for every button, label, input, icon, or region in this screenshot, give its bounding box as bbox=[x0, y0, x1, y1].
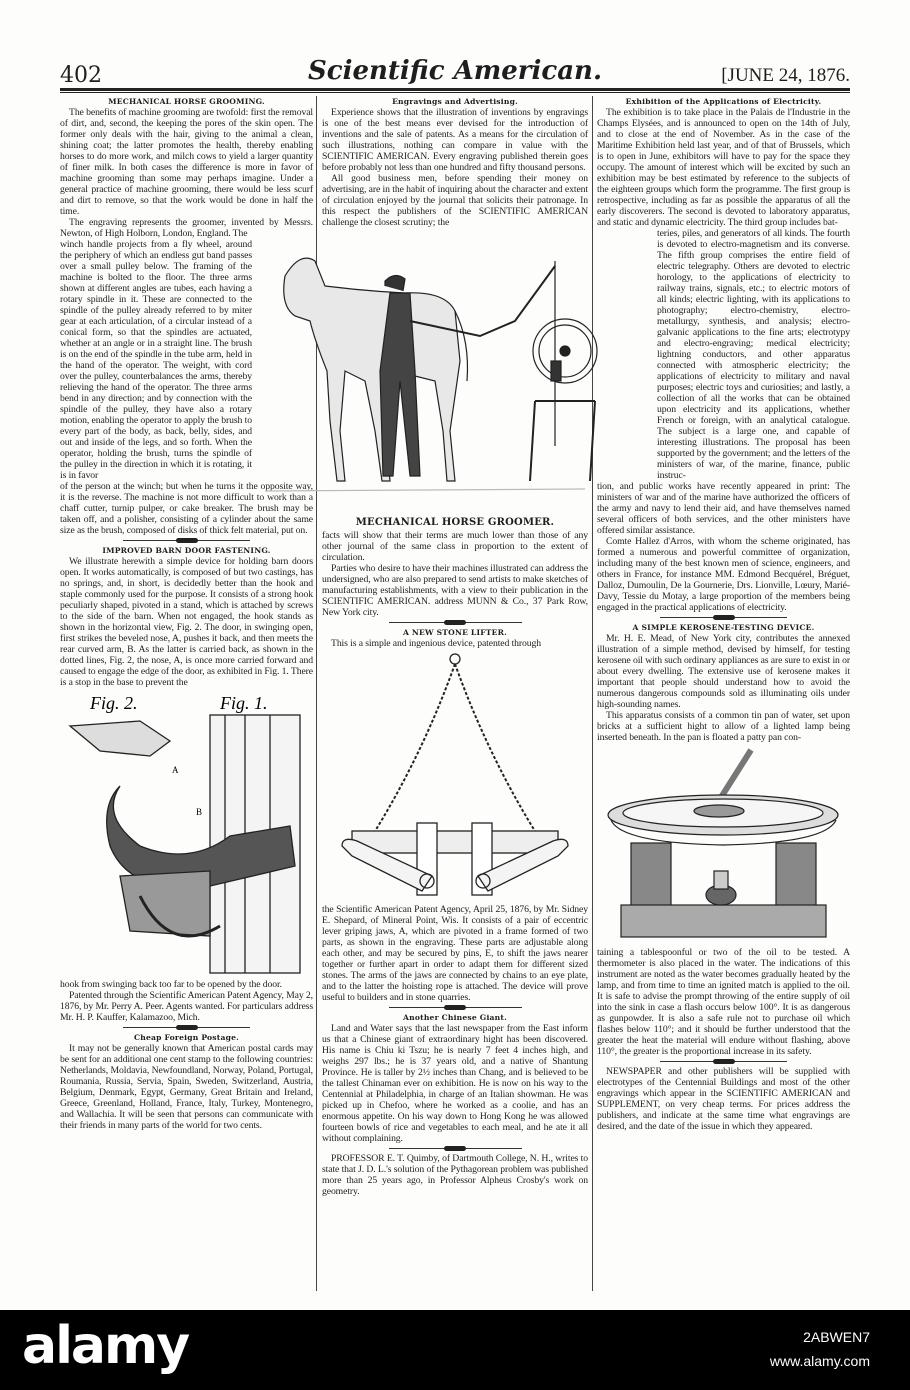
engravings-paragraph-2: All good business men, before spending their money on advertising, are in the habit of inquiring about the character and extent of circulation enjoyed by the journal that solicits their patronage. In this respect the publishers of the SCIENTIFIC AMERICAN challenge the closest scrutiny; the bbox=[322, 173, 588, 228]
barn-paragraph-1: We illustrate herewith a simple device for holding barn doors open. It works automatically, is composed of but two castings, has no springs, and, in short, is decidedly better than the hook and staple commonly used for the purpose. It consists of a strong hook peculiarly shaped, pivoted in a stand, which is attached by screws to the side of the barn. When not engaged, the hook stands as shown in the horizontal view, Fig. 2. The door, in swinging open, first strikes the beveled nose, A, pushes it back, and then meets the rear curved arm, B. As the latter is carried back, as shown in the dotted lines, Fig. 2, the nose, A, is once more carried forward and caused to engage the edge of the door, as exhibited in Fig. 1. There is a stop in the base to prevent the bbox=[60, 556, 313, 688]
barn-door-fastening-illustration bbox=[60, 691, 313, 976]
grooming-paragraph-2a: The engraving represents the groomer, invented by Messrs. Newton, of High Holborn, London, England. The bbox=[60, 217, 313, 239]
fig-1-label: Fig. 1. bbox=[220, 693, 268, 713]
stone-lifter-paragraph-2: the Scientific American Patent Agency, April 25, 1876, by Mr. Sidney E. Shepard, of Mineral Point, Wis. It consists of a pair of eccentric lever griping jaws, A, which are pivoted in a frame formed of two parts, as shown in the engraving. These parts are adjustable along each other, and may be secured by pins, E, to shift the jaws nearer together or further apart in order to adapt them for different sized stones. The arms of the jaws are connected by chains to an eye plate, and to the latter the hoisting rope is attached. The device will prove useful to builders and in stone quarries. bbox=[322, 904, 588, 1003]
kerosene-tester-illustration bbox=[601, 745, 846, 945]
masthead: Scientific American. bbox=[307, 56, 603, 86]
grooming-paragraph-2c: of the person at the winch; but when he turns it the opposite way, it is the reverse. The machine is not more difficult to work than a chaff cutter, turnip pulper, or cake breaker. The brush may be taken off, and a polisher, consisting of a cylinder about the same size as the brush, composed of disks of thick felt material, put on. bbox=[60, 481, 313, 536]
grooming-paragraph-1: The benefits of machine grooming are twofold: first the removal of dirt, and, second, the keeping the pores of the skin open. The former only deals with the hair, giving to the animal a clean, shining coat; the latter promotes the health, thereby enabling horses to do more work, and milch cows to yield a larger quantity of finer milk. In both cases the difference is more in favor of machine grooming than some may perhaps imagine. Under a general practice of machine grooming, there would be less scurf and dirt to remove, so that the work would be done in half the time. bbox=[60, 107, 313, 217]
section-divider bbox=[322, 1144, 588, 1153]
section-divider bbox=[60, 1023, 313, 1032]
newspaper-paragraph: NEWSPAPER and other publishers will be supplied with electrotypes of the Centennial Buildings and most of the other engravings which appear in the SCIENTIFIC AMERICAN and SUPPLEMENT, on very cheap terms. For prices address the publishers, and indicate at the same time what engravings are desired, and the date of the issue in which they appeared. bbox=[597, 1066, 850, 1132]
professor-paragraph: PROFESSOR E. T. Quimby, of Dartmouth College, N. H., writes to state that J. D. L.'s solution of the Pythagorean problem was published more than 25 years ago, in Professor Alpheus Crosby's work on geometry. bbox=[322, 1153, 588, 1197]
watermark-band bbox=[0, 1310, 910, 1390]
article-title-chinese-giant: Another Chinese Giant. bbox=[403, 1013, 507, 1022]
fig-letter-a: A bbox=[172, 765, 179, 775]
section-divider bbox=[322, 1003, 588, 1012]
article-title-postage: Cheap Foreign Postage. bbox=[134, 1033, 239, 1042]
article-title-horse-grooming: MECHANICAL HORSE GROOMING. bbox=[108, 97, 265, 106]
section-divider bbox=[597, 613, 850, 622]
horse-groomer-illustration bbox=[255, 231, 600, 516]
middle-column bbox=[322, 96, 588, 1197]
electricity-paragraph-1: The exhibition is to take place in the Palais de l'Industrie in the Champs Elysées, and is announced to open on the 14th of July, and to close at the end of November. As in the case of the Maritime Exhibition held last year, and of that of Brussels, which is to open in June, exhibitors will have to pay for the space they occupy. The amount of interest which will be excited by such an exhibition may be best estimated by reference to the subjects of the eighteen groups which form the programme. The first group is retrospective, including as far as possible the apparatus of all the early discoverers. The second is devoted to laboratory apparatus, and static and dynamic electricity. The third group includes bat- bbox=[597, 107, 850, 228]
grooming-paragraph-2b: winch handle projects from a fly wheel, around the periphery of which an endless gut band passes over a small pulley below. The framing of the machine is bolted to the floor. The three arms shown at different angles are tubes, each having a rotary spindle in it. These are connected to the spindle of the pulley already referred to by miter gear at each articulation, of a circular instead of a conical form, so that the spindles are actuated, whether at an angle or in a straight line. The brush is on the end of the spindle in the tube arm, held in the hand of the operator. The weight, with cord over the pulley, counterbalances the arms, thereby relieving the hand of the operator. The three arms bend in any direction; and by connection with the spindle of the pulley, they have also a rotary motion, enabling the operator to apply the brush to every part of the body, as back, belly, sides, and out and inside of the legs, and so forth. When the operator, holding the brush, turns the spindle of the pulley in the direction in which it is rotating, it is in favor bbox=[60, 239, 252, 481]
article-title-electricity: Exhibition of the Applications of Electricity. bbox=[625, 97, 822, 106]
barn-paragraph-2: hook from swinging back too far to be opened by the door. bbox=[60, 979, 282, 990]
engravings-paragraph-1: Experience shows that the illustration of inventions by engravings is one of the best means ever devised for the introduction of inventions and the sale of patents. As a means for the circulation of such illustrations, nothing can compare in value with the SCIENTIFIC AMERICAN. Every engraving published therein goes before probably not less than one hundred and fifty thousand persons. bbox=[322, 107, 588, 173]
article-title-engravings: Engravings and Advertising. bbox=[392, 97, 518, 106]
section-divider bbox=[60, 536, 313, 545]
chinese-giant-paragraph-1: Land and Water says that the last newspaper from the East inform us that a Chinese giant of extraordinary hight has been discovered. His name is Chiu ki Tszu; he is nearly 7 feet 4 inches high, and weighs 297 lbs.; he is 37 years old, and a native of Shantung Province. He is taller by 2½ inches than Chang, and is believed to be the tallest Chinaman ever on exhibition. He is now on his way to the Centennial at Philadelphia, in charge of an Italian showman. He was picked up in Chefoo, where he worked as a coolie, and has an enormous appetite. On his way down to Hong Kong he was allowed fourteen bowls of rice and vegetables to each meal, and he ate it all without complaining. bbox=[322, 1023, 588, 1144]
stone-lifter-paragraph-1: This is a simple and ingenious device, patented through bbox=[331, 638, 542, 649]
postage-paragraph-1: It may not be generally known that American postal cards may be sent for an additional one cent stamp to the following countries: Netherlands, Moldavia, Newfoundland, Norway, Poland, Portugal, Roumania, Russia, Servia, Spain, Sweden, Switzerland, Austria, Belgium, Denmark, Egypt, Germany, Great Britain and Ireland, Greece, Greenland, Holland, France, Italy, Turkey, Montenegro, and Wallachia. It will be seen that persons can communicate with their friends in many parts of the world for two cents. bbox=[60, 1043, 313, 1131]
barn-paragraph-3: Patented through the Scientific American Patent Agency, May 2, 1876, by Mr. Perry A. Peer. Agents wanted. For particulars address Mr. H. P. Kauffer, Kalamazoo, Mich. bbox=[60, 990, 313, 1023]
engravings-paragraph-2b: facts will show that their terms are much lower than those of any other journal of the same class in proportion to the extent of circulation. bbox=[322, 530, 588, 563]
electricity-paragraph-1c: tion, and public works have recently appeared in print: The ministers of war and of the marine have authorized the officers of the army and navy to lend their aid, and have themselves named several officers of both services, and the other ministers have offered similar assistance. bbox=[597, 481, 850, 536]
right-column bbox=[597, 96, 850, 1132]
section-divider bbox=[322, 618, 588, 627]
fig-letter-b: B bbox=[196, 807, 203, 817]
illustration-caption-horse-groomer: MECHANICAL HORSE GROOMER. bbox=[355, 517, 555, 528]
electricity-paragraph-2: Comte Hallez d'Arros, with whom the scheme originated, has formed a numerous and powerful committee of organization, including many of the best known men of science, engineers, and others in France, for instance MM. Edmond Becquérel, Bréguet, Dalloz, Dumoulin, De la Gournerie, Drs. Lionville, Lœury, Marié-Davy, Tessie du Motay, a large proportion of the members being engaged in the practical applications of electricity. bbox=[597, 536, 850, 613]
electricity-paragraph-1b: teries, piles, and generators of all kinds. The fourth is devoted to electro-magnetism and its converse. The fifth group comprises the entire field of electric telegraphy. Others are devoted to electric horology, to the applications of electricity to railway trains, signals, etc.; to electric motors of all kinds; electric lighting, with its applications to photography; electro-chemistry, electro-metallurgy, synthesis, and analysis; electro-galvanic applications to the fine arts; electrotypy and electro-engraving; medical electricity; lightning conductors, and other apparatus connected with atmospheric electricity; the applications of electricity to military and naval purposes; electric toys and curiosities; and lastly, a collection of all the works that can be obtained upon electricity and its applications, whether French or foreign, with an analytical catalogue. The subject is a large one, and capable of interesting illustrations. The proposal has been supported by the government; and the letters of the ministers of war, of the marine, finance, public instruc- bbox=[657, 228, 850, 481]
article-title-kerosene: A SIMPLE KEROSENE-TESTING DEVICE. bbox=[632, 623, 815, 632]
engravings-paragraph-3: Parties who desire to have their machines illustrated can address the undersigned, who are also prepared to send artists to make sketches of manufacturing establishments, with a view to their publication in the SCIENTIFIC AMERICAN. address MUNN & Co., 37 Park Row, New York city. bbox=[322, 563, 588, 618]
header-rule bbox=[60, 88, 850, 93]
stone-lifter-illustration bbox=[322, 651, 588, 901]
fig-2-label: Fig. 2. bbox=[90, 693, 138, 713]
article-title-barn-door: IMPROVED BARN DOOR FASTENING. bbox=[102, 546, 271, 555]
section-divider bbox=[597, 1057, 850, 1066]
kerosene-paragraph-3: taining a tablespoonful or two of the oil to be tested. A thermometer is also placed in the water. The indications of this instrument are noted as the water becomes gradually heated by the lamp, and from time to time an ignited match is applied to the oil. It is safe to advise the prompt throwing of the entire supply of oil into the sink in case a flash occurs below 100°. It is as dangerous as gunpowder. It is also a safe rule not to purchase oil which flashes below 110°; and it should be further understood that the greater the heat the material will endure without flashing, above 110°, the greater is the proportional increase in its safety. bbox=[597, 947, 850, 1057]
issue-date: [JUNE 24, 1876. bbox=[721, 65, 850, 86]
alamy-logo: alamy bbox=[22, 1316, 189, 1376]
page-number: 402 bbox=[60, 63, 102, 88]
image-id: 2ABWEN7 bbox=[803, 1329, 870, 1345]
article-title-stone-lifter: A NEW STONE LIFTER. bbox=[402, 628, 508, 637]
kerosene-paragraph-1: Mr. H. E. Mead, of New York city, contributes the annexed illustration of a simple method, devised by himself, for testing kerosene oil with such ordinary appliances as are sure to exist in or about every dwelling. The extensive use of kerosene makes it important that people should understand how to avoid the numerous dangerous compounds sold as illuminating oils under high-sounding names. bbox=[597, 633, 850, 710]
alamy-url: www.alamy.com bbox=[769, 1353, 870, 1369]
kerosene-paragraph-2: This apparatus consists of a common tin pan of water, set upon bricks at a sufficient hight to allow of a lighted lamp being inserted beneath. In the pan is floated a patty pan con- bbox=[597, 710, 850, 743]
